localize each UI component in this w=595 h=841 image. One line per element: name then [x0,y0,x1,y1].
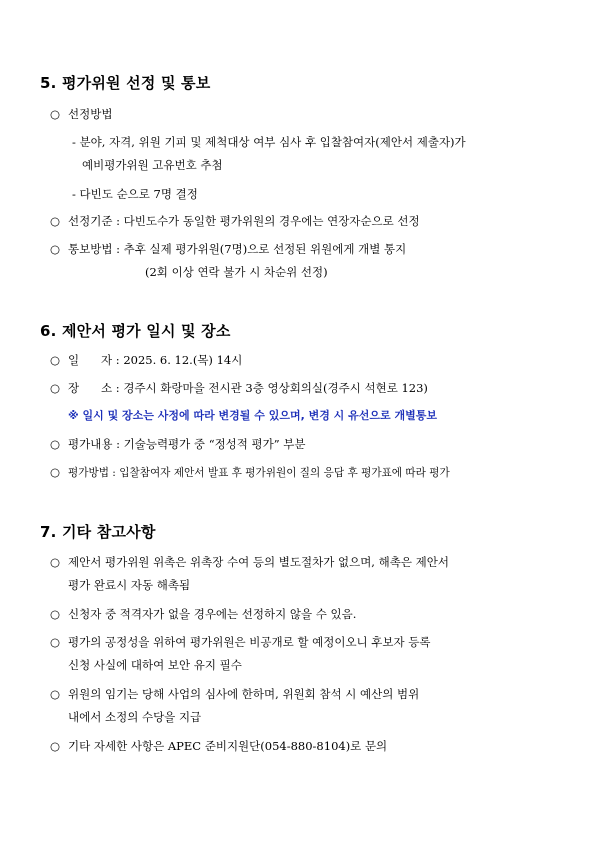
bullet-icon: ○ [50,107,61,121]
sec5-method-text: 선정방법 [68,107,113,121]
bullet-icon: ○ [50,687,61,701]
sec6-bullet-place [50,381,428,395]
sec6-method-text: 평가방법 : 입찰참여자 제안서 발표 후 평가위원이 질의 응답 후 평가표에 따라 평가 [68,467,450,479]
sec7-item-1b: 평가 완료시 자동 해촉됨 [68,578,191,592]
sec6-bullet-content [50,437,306,451]
section-7-title: 7. 기타 참고사항 [40,523,156,541]
sec7-bullet-3 [50,635,431,649]
section-6-title: 6. 제안서 평가 일시 및 장소 [40,322,231,340]
sec7-item-2: 신청자 중 적격자가 없을 경우에는 선정하지 않을 수 있음. [68,607,357,621]
sec7-item-4a: 위원의 임기는 당해 사업의 심사에 한하며, 위원회 참석 시 예산의 범위 [68,687,420,701]
sec7-bullet-1 [50,555,449,569]
sec7-bullet-2 [50,607,356,621]
sec6-date-label: 일 자 [68,353,113,367]
sec7-item-3a: 평가의 공정성을 위하여 평가위원은 비공개로 할 예정이오니 후보자 등록 [68,635,431,649]
sec5-detail-2: - 다빈도 순으로 7명 결정 [72,187,198,201]
bullet-icon: ○ [50,242,61,256]
bullet-icon: ○ [50,437,61,451]
sec6-date-value: : 2025. 6. 12.(목) 14시 [112,353,243,367]
bullet-icon: ○ [50,465,61,479]
sec5-notify-text: 통보방법 : 추후 실제 평가위원(7명)으로 선정된 위원에게 개별 통지 [68,242,407,256]
sec5-detail-1b: 예비평가위원 고유번호 추첨 [82,158,223,172]
bullet-icon: ○ [50,607,61,621]
bullet-icon: ○ [50,214,61,228]
sec6-place-label: 장 소 [68,381,113,395]
sec7-item-5: 기타 자세한 사항은 APEC 준비지원단(054-880-8104)로 문의 [68,739,388,753]
bullet-icon: ○ [50,635,61,649]
sec5-criteria-text: 선정기준 : 다빈도수가 동일한 평가위원의 경우에는 연장자순으로 선정 [68,214,420,228]
sec7-item-3b: 신청 사실에 대하여 보안 유지 필수 [68,658,242,672]
sec7-item-1a: 제안서 평가위원 위촉은 위촉장 수여 등의 별도절차가 없으며, 해촉은 제안서 [68,555,449,569]
sec5-notify-sub: (2회 이상 연락 불가 시 차순위 선정) [145,265,328,279]
bullet-icon: ○ [50,555,61,569]
sec7-bullet-5 [50,739,387,753]
sec7-bullet-4 [50,687,419,701]
sec6-content-text: 평가내용 : 기술능력평가 중 “정성적 평가” 부분 [68,437,306,451]
sec5-detail-1a: - 분야, 자격, 위원 기피 및 제척대상 여부 심사 후 입찰참여자(제안서 제출자)가 [72,135,466,149]
sec5-bullet-method [50,107,112,121]
bullet-icon: ○ [50,739,61,753]
bullet-icon: ○ [50,353,61,367]
sec7-item-4b: 내에서 소정의 수당을 지급 [68,710,202,724]
sec6-bullet-date [50,353,242,367]
sec6-place-value: : 경주시 화랑마을 전시관 3층 영상회의실(경주시 석현로 123) [112,381,428,395]
sec5-bullet-notify [50,242,406,256]
sec6-change-note: ※ 일시 및 장소는 사정에 따라 변경될 수 있으며, 변경 시 유선으로 개별통보 [68,409,437,422]
sec5-bullet-criteria [50,214,420,228]
bullet-icon: ○ [50,381,61,395]
section-5-title: 5. 평가위원 선정 및 통보 [40,74,211,92]
sec6-bullet-method [50,465,450,480]
